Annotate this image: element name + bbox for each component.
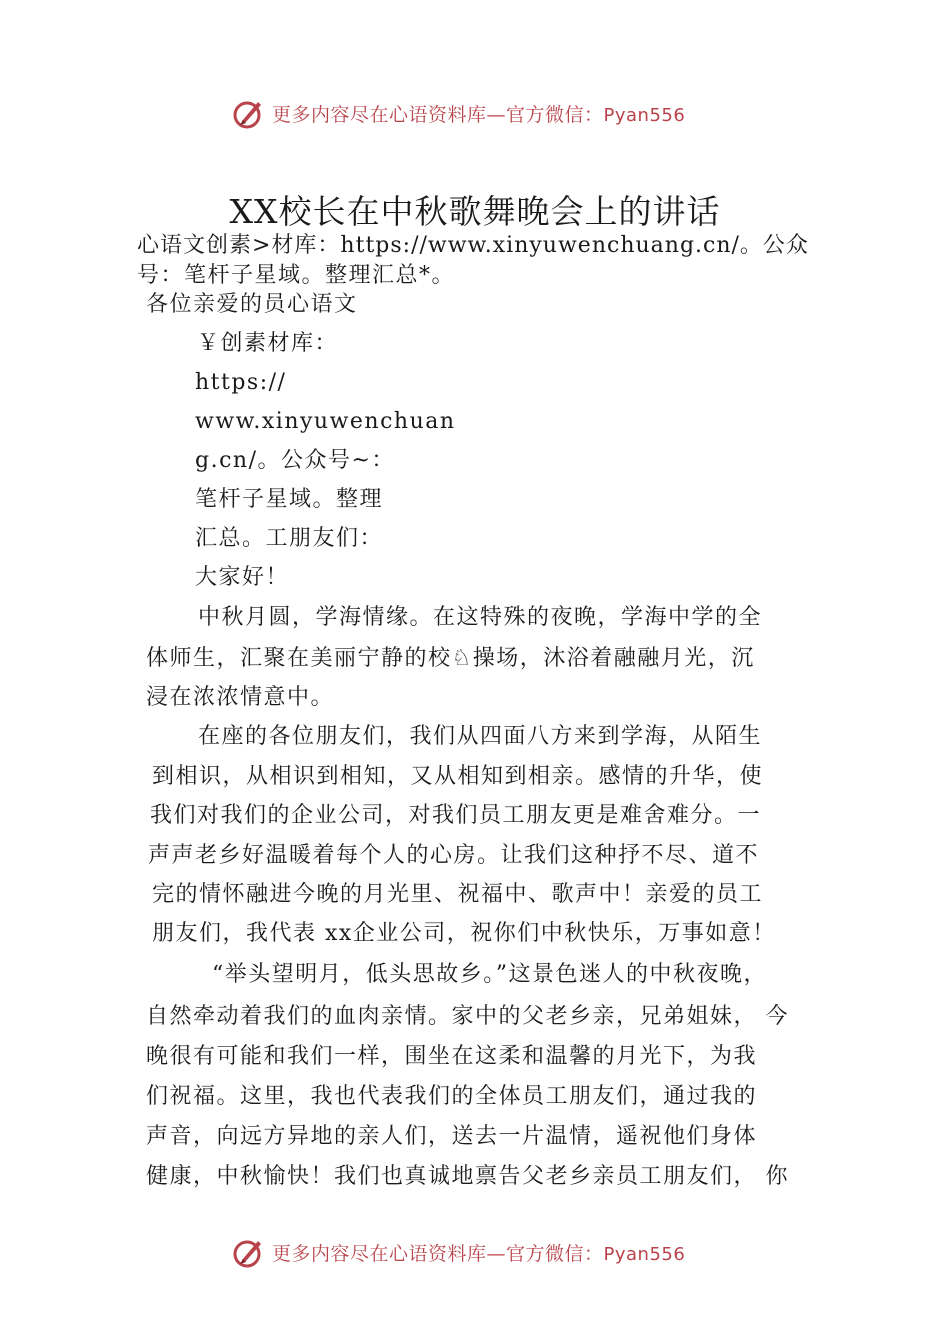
text-line: https:// [195, 370, 287, 395]
text-line: 各位亲爱的员心语文 [146, 292, 358, 317]
text-line: 在座的各位朋友们，我们从四面八方来到学海，从陌生 [198, 724, 763, 749]
text-line: 体师生，汇聚在美丽宁静的校♘操场，沐浴着融融月光，沉 [146, 646, 755, 671]
text-line: www.xinyuwenchuan [195, 409, 456, 434]
text-line: 我们对我们的企业公司，对我们员工朋友更是难舍难分。一 [150, 803, 762, 828]
text-line: 朋友们，我代表 xx企业公司，祝你们中秋快乐，万事如意！ [152, 921, 776, 946]
text-line: 号：笔杆子星域。整理汇总*。 [137, 263, 456, 288]
text-line: 们祝福。这里，我也代表我们的全体员工朋友们，通过我的 [146, 1084, 758, 1109]
text-line: 心语文创素>材库：https://www.xinyuwenchuang.cn/。公众 [137, 233, 809, 258]
text-line: 笔杆子星域。整理 [195, 487, 384, 512]
banner-text: 更多内容尽在心语资料库—官方微信：Pyan556 [272, 104, 686, 126]
header-banner [0, 94, 950, 134]
text-line: 健康，中秋愉快！我们也真诚地禀告父老乡亲员工朋友们， 你 [146, 1164, 789, 1189]
text-line: 中秋月圆，学海情缘。在这特殊的夜晚，学海中学的全 [198, 605, 763, 630]
page-title: XX校长在中秋歌舞晚会上的讲话 [229, 192, 721, 231]
footer-banner [0, 1233, 950, 1273]
text-line: ￥创素材库： [197, 331, 339, 356]
text-line: 浸在浓浓情意中。 [146, 685, 335, 710]
quill-logo-icon [230, 1235, 266, 1271]
text-line: 汇总。工朋友们： [195, 526, 384, 551]
text-line: “举头望明月，低头思故乡。”这景色迷人的中秋夜晚， [212, 962, 767, 987]
text-line: 声声老乡好温暖着每个人的心房。让我们这种抒不尽、道不 [148, 843, 760, 868]
text-line: 晚很有可能和我们一样，围坐在这柔和温馨的月光下，为我 [146, 1044, 758, 1069]
text-line: 自然牵动着我们的血肉亲情。家中的父老乡亲，兄弟姐妹， 今 [146, 1004, 789, 1029]
text-line: 完的情怀融进今晚的月光里、祝福中、歌声中！亲爱的员工 [152, 882, 764, 907]
quill-logo-icon [230, 96, 266, 132]
banner-text: 更多内容尽在心语资料库—官方微信：Pyan556 [272, 1243, 686, 1265]
text-line: 到相识，从相识到相知，又从相知到相亲。感情的升华，使 [152, 764, 764, 789]
text-line: 大家好！ [195, 565, 290, 590]
text-line: g.cn/。公众号~： [195, 448, 395, 473]
text-line: 声音，向远方异地的亲人们，送去一片温情，遥祝他们身体 [146, 1124, 758, 1149]
